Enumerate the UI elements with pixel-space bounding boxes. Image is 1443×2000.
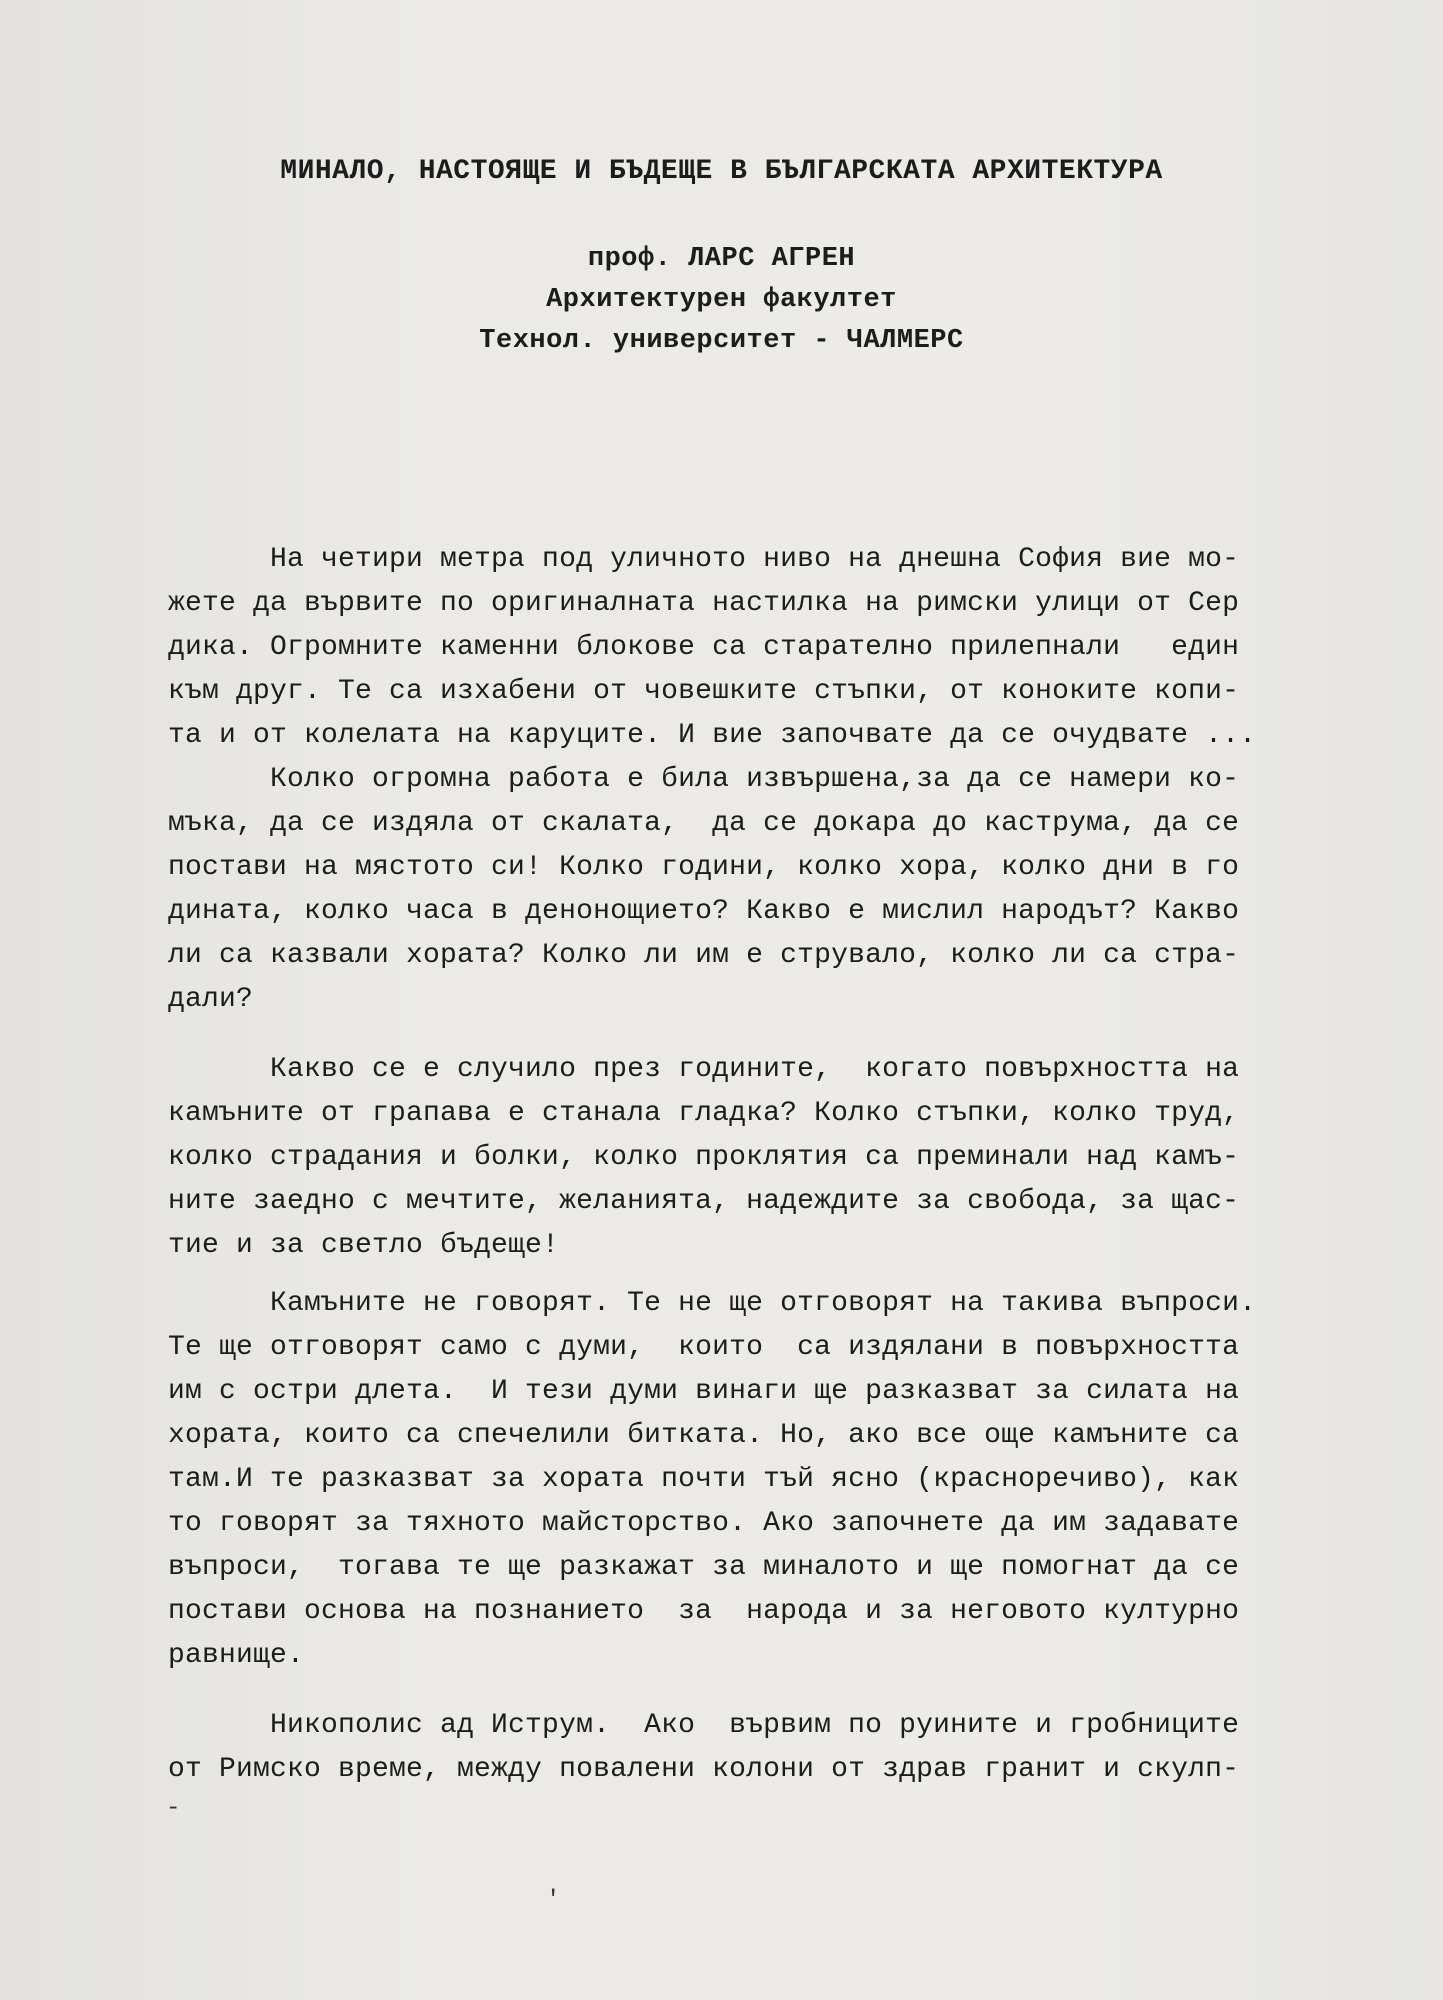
text-line: Какво се е случило през годините, когато повърхността на	[168, 1054, 1240, 1085]
text-line: та и от колелата на каруците. И вие започвате да се очудвате ...	[168, 720, 1257, 751]
author-faculty: Архитектурен факултет	[546, 285, 897, 315]
text-line: постави основа на познанието за народа и за неговото културно	[168, 1596, 1240, 1627]
text-line: ните заедно с мечтите, желанията, надеждите за свобода, за щас-	[168, 1186, 1240, 1217]
paragraph	[168, 1282, 1278, 1678]
text-line: към друг. Те са изхабени от човешките стъпки, от коноките копи-	[168, 676, 1240, 707]
text-line: постави на мястото си! Колко години, колко хора, колко дни в го	[168, 852, 1240, 883]
text-line: колко страдания и болки, колко проклятия са преминали над камъ-	[168, 1142, 1240, 1173]
text-line: камъните от грапава е станала гладка? Колко стъпки, колко труд,	[168, 1098, 1240, 1129]
text-line: Никополис ад Иструм. Ако вървим по руините и гробниците	[168, 1710, 1240, 1741]
text-line: Камъните не говорят. Те не ще отговорят на такива въпроси.	[168, 1288, 1257, 1319]
text-line: въпроси, тогава те ще разкажат за миналото и ще помогнат да се	[168, 1552, 1240, 1583]
paragraph	[168, 1704, 1278, 1792]
paragraph	[168, 538, 1278, 758]
author-name: проф. ЛАРС АГРЕН	[587, 244, 856, 274]
text-line: Те ще отговорят само с думи, които са издялани в повърхността	[168, 1332, 1240, 1363]
text-line: дика. Огромните каменни блокове са старателно прилепнали един	[168, 632, 1240, 663]
text-line: равнище.	[168, 1640, 305, 1671]
paragraph	[168, 1048, 1278, 1268]
paragraph	[168, 758, 1278, 1022]
text-line: там.И те разказват за хората почти тъй ясно (красноречиво), как	[168, 1464, 1240, 1495]
text-line: мъка, да се издяла от скалата, да се докара до каструма, да се	[168, 808, 1240, 839]
text-line: ли са казвали хората? Колко ли им е струвало, колко ли са стра-	[168, 940, 1240, 971]
text-line: от Римско време, между повалени колони от здрав гранит и скулп-	[168, 1754, 1240, 1785]
author-university: Технол. университет - ЧАЛМЕРС	[479, 326, 964, 356]
body-text	[168, 538, 1278, 1792]
text-line: дали?	[168, 984, 254, 1015]
text-line: им с остри длета. И тези думи винаги ще разказват за силата на	[168, 1376, 1240, 1407]
stray-mark: '	[546, 1887, 561, 1914]
text-line: жете да вървите по оригиналната настилка на римски улици от Сер	[168, 588, 1240, 619]
text-line: Колко огромна работа е била извършена,за да се намери ко-	[168, 764, 1240, 795]
stray-mark: -	[166, 1795, 181, 1822]
text-line: то говорят за тяхното майсторство. Ако започнете да им задавате	[168, 1508, 1240, 1539]
text-line: тие и за светло бъдеще!	[168, 1230, 560, 1261]
text-line: дината, колко часа в денонощието? Какво е мислил народът? Какво	[168, 896, 1240, 927]
document-title: МИНАЛО, НАСТОЯЩЕ И БЪДЕЩЕ В БЪЛГАРСКАТА АРХИТЕКТУРА	[280, 156, 1163, 187]
text-line: хората, които са спечелили битката. Но, ако все още камъните са	[168, 1420, 1240, 1451]
text-line: На четири метра под уличното ниво на днешна София вие мо-	[168, 544, 1240, 575]
